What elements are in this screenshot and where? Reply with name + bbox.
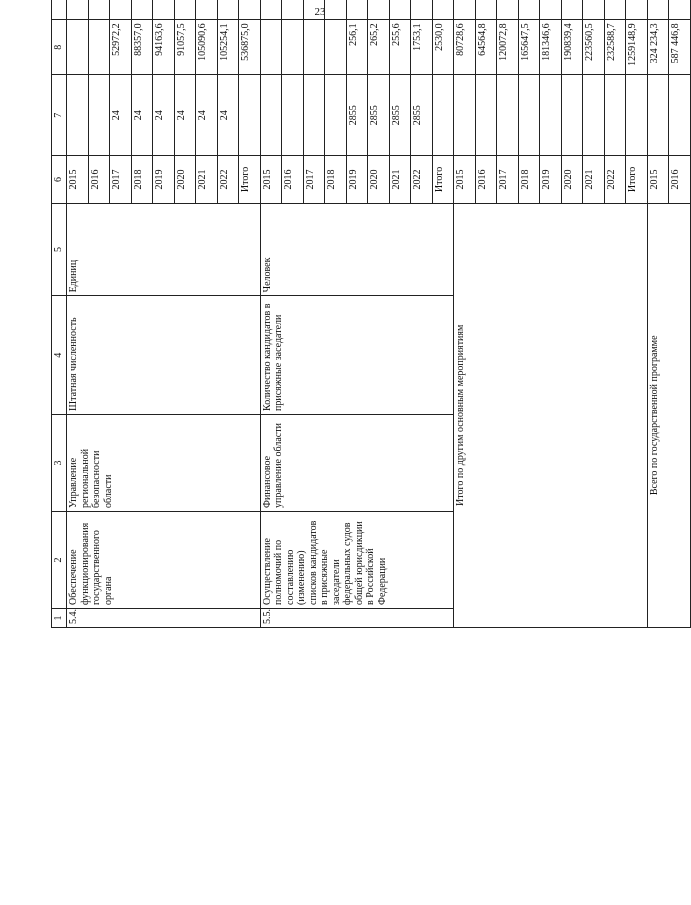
year-cell: 2018: [325, 156, 347, 203]
value-cell-c6: [454, 75, 476, 156]
value-cell-c7: 232588,7: [604, 20, 626, 75]
value-cell-c8: [239, 0, 261, 20]
table-row: [260, 0, 282, 628]
year-cell: 2022: [217, 156, 239, 203]
indicator-cell: Количество кандидатов в присяжные заседатели: [260, 296, 454, 415]
total-label-cell: Всего по государственной программе: [647, 203, 690, 627]
year-cell: 2017: [497, 156, 519, 203]
value-cell-c6: [432, 75, 454, 156]
year-cell: 2018: [131, 156, 153, 203]
value-cell-c7: [88, 20, 110, 75]
value-cell-c8: [518, 0, 540, 20]
year-cell: 2021: [196, 156, 218, 203]
value-cell-c7: [282, 20, 304, 75]
value-cell-c6: [239, 75, 261, 156]
value-cell-c8: [131, 0, 153, 20]
value-cell-c7: 80728,6: [454, 20, 476, 75]
year-cell: 2015: [454, 156, 476, 203]
value-cell-c8: [540, 0, 562, 20]
value-cell-c7: 105254,1: [217, 20, 239, 75]
value-cell-c7: [67, 20, 89, 75]
year-cell: 2015: [67, 156, 89, 203]
value-cell-c8: [346, 0, 368, 20]
row-number-cell: 5.5.: [260, 608, 454, 627]
year-cell: 2017: [303, 156, 325, 203]
value-cell-c8: [110, 0, 132, 20]
value-cell-c6: [475, 75, 497, 156]
value-cell-c6: [583, 75, 605, 156]
value-cell-c8: [389, 0, 411, 20]
year-cell: 2016: [475, 156, 497, 203]
table-row: [647, 0, 669, 628]
value-cell-c7: 1259148,9: [626, 20, 648, 75]
year-cell: 2019: [153, 156, 175, 203]
column-number-cell: 6: [52, 156, 67, 203]
year-cell: 2021: [389, 156, 411, 203]
value-cell-c7: 324 234,3: [647, 20, 669, 75]
value-cell-c8: [217, 0, 239, 20]
value-cell-c7: 88357,0: [131, 20, 153, 75]
value-cell-c7: 120072,8: [497, 20, 519, 75]
executor-cell: Управление региональной безопасности области: [67, 414, 261, 511]
value-cell-c8: [174, 0, 196, 20]
value-cell-c8: [368, 0, 390, 20]
value-cell-c8: [454, 0, 476, 20]
value-cell-c6: 2855: [411, 75, 433, 156]
value-cell-c8: [475, 0, 497, 20]
table-row: [454, 0, 476, 628]
value-cell-c6: 24: [174, 75, 196, 156]
year-cell: 2015: [647, 156, 669, 203]
value-cell-c7: 255,6: [389, 20, 411, 75]
value-cell-c8: [604, 0, 626, 20]
rotated-content: [37, 0, 681, 628]
event-name-cell: Осуществление полномочий по составлению (изменению) списков кандидатов в присяжные заседатели федеральных судов общей юрисдикции в Российской Федерации: [260, 511, 454, 608]
value-cell-c7: 91057,5: [174, 20, 196, 75]
column-number-row: [52, 0, 67, 628]
value-cell-c8: [67, 0, 89, 20]
value-cell-c8: [647, 0, 669, 20]
value-cell-c6: [540, 75, 562, 156]
value-cell-c6: [497, 75, 519, 156]
value-cell-c6: [67, 75, 89, 156]
row-number-cell: 5.4.: [67, 608, 261, 627]
value-cell-c7: 1753,1: [411, 20, 433, 75]
year-cell: 2020: [368, 156, 390, 203]
year-cell: 2016: [88, 156, 110, 203]
indicator-cell: Штатная численность: [67, 296, 261, 415]
year-cell: Итого: [432, 156, 454, 203]
value-cell-c7: 587 446,8: [669, 20, 691, 75]
value-cell-c7: 181346,6: [540, 20, 562, 75]
column-number-cell: 2: [52, 511, 67, 608]
value-cell-c6: [303, 75, 325, 156]
year-cell: 2022: [411, 156, 433, 203]
year-cell: 2019: [346, 156, 368, 203]
value-cell-c6: [647, 75, 669, 156]
value-cell-c8: [88, 0, 110, 20]
value-cell-c8: [626, 0, 648, 20]
column-number-cell: 8: [52, 20, 67, 75]
year-cell: Итого: [626, 156, 648, 203]
value-cell-c8: [196, 0, 218, 20]
column-number-cell: 5: [52, 203, 67, 296]
unit-cell: Человек: [260, 203, 454, 296]
value-cell-c6: 24: [131, 75, 153, 156]
value-cell-c8: [583, 0, 605, 20]
value-cell-c6: [282, 75, 304, 156]
value-cell-c7: [325, 20, 347, 75]
total-label-cell: Итого по другим основным мероприятиям: [454, 203, 648, 627]
value-cell-c7: [303, 20, 325, 75]
program-table: [51, 0, 691, 628]
value-cell-c8: [669, 0, 691, 20]
value-cell-c8: [561, 0, 583, 20]
value-cell-c7: 256,1: [346, 20, 368, 75]
value-cell-c8: [303, 0, 325, 20]
table-body: [52, 0, 691, 628]
year-cell: 2016: [282, 156, 304, 203]
year-cell: 2018: [518, 156, 540, 203]
value-cell-c6: [88, 75, 110, 156]
executor-cell: Финансовое управление области: [260, 414, 454, 511]
value-cell-c6: 24: [110, 75, 132, 156]
value-cell-c8: [282, 0, 304, 20]
column-number-cell: [52, 0, 67, 20]
rotated-content-frame: [37, 23, 681, 878]
value-cell-c6: [669, 75, 691, 156]
value-cell-c8: [432, 0, 454, 20]
value-cell-c6: 24: [196, 75, 218, 156]
value-cell-c6: 2855: [389, 75, 411, 156]
value-cell-c7: 190839,4: [561, 20, 583, 75]
column-number-cell: 7: [52, 75, 67, 156]
value-cell-c8: [411, 0, 433, 20]
value-cell-c8: [325, 0, 347, 20]
year-cell: 2020: [174, 156, 196, 203]
value-cell-c6: [325, 75, 347, 156]
value-cell-c7: 64564,8: [475, 20, 497, 75]
value-cell-c6: 2855: [368, 75, 390, 156]
year-cell: 2022: [604, 156, 626, 203]
value-cell-c7: 536875,0: [239, 20, 261, 75]
table-row: [67, 0, 89, 628]
event-name-cell: Обеспечение функционирования государственного органа: [67, 511, 261, 608]
value-cell-c6: [518, 75, 540, 156]
year-cell: 2019: [540, 156, 562, 203]
value-cell-c6: 24: [217, 75, 239, 156]
value-cell-c7: 105090,6: [196, 20, 218, 75]
value-cell-c6: 2855: [346, 75, 368, 156]
value-cell-c7: [260, 20, 282, 75]
value-cell-c7: 52972,2: [110, 20, 132, 75]
year-cell: 2021: [583, 156, 605, 203]
year-cell: Итого: [239, 156, 261, 203]
page-number: 23: [314, 6, 326, 18]
value-cell-c7: 2530,0: [432, 20, 454, 75]
year-cell: 2016: [669, 156, 691, 203]
value-cell-c7: 94163,6: [153, 20, 175, 75]
value-cell-c6: 24: [153, 75, 175, 156]
column-number-cell: 1: [52, 608, 67, 627]
value-cell-c6: [561, 75, 583, 156]
unit-cell: Единиц: [67, 203, 261, 296]
value-cell-c7: 265,2: [368, 20, 390, 75]
column-number-cell: 3: [52, 414, 67, 511]
value-cell-c7: 165647,5: [518, 20, 540, 75]
value-cell-c6: [626, 75, 648, 156]
value-cell-c8: [260, 0, 282, 20]
year-cell: 2017: [110, 156, 132, 203]
column-number-cell: 4: [52, 296, 67, 415]
value-cell-c8: [153, 0, 175, 20]
year-cell: 2020: [561, 156, 583, 203]
value-cell-c7: 223560,5: [583, 20, 605, 75]
value-cell-c6: [260, 75, 282, 156]
value-cell-c8: [497, 0, 519, 20]
value-cell-c6: [604, 75, 626, 156]
year-cell: 2015: [260, 156, 282, 203]
